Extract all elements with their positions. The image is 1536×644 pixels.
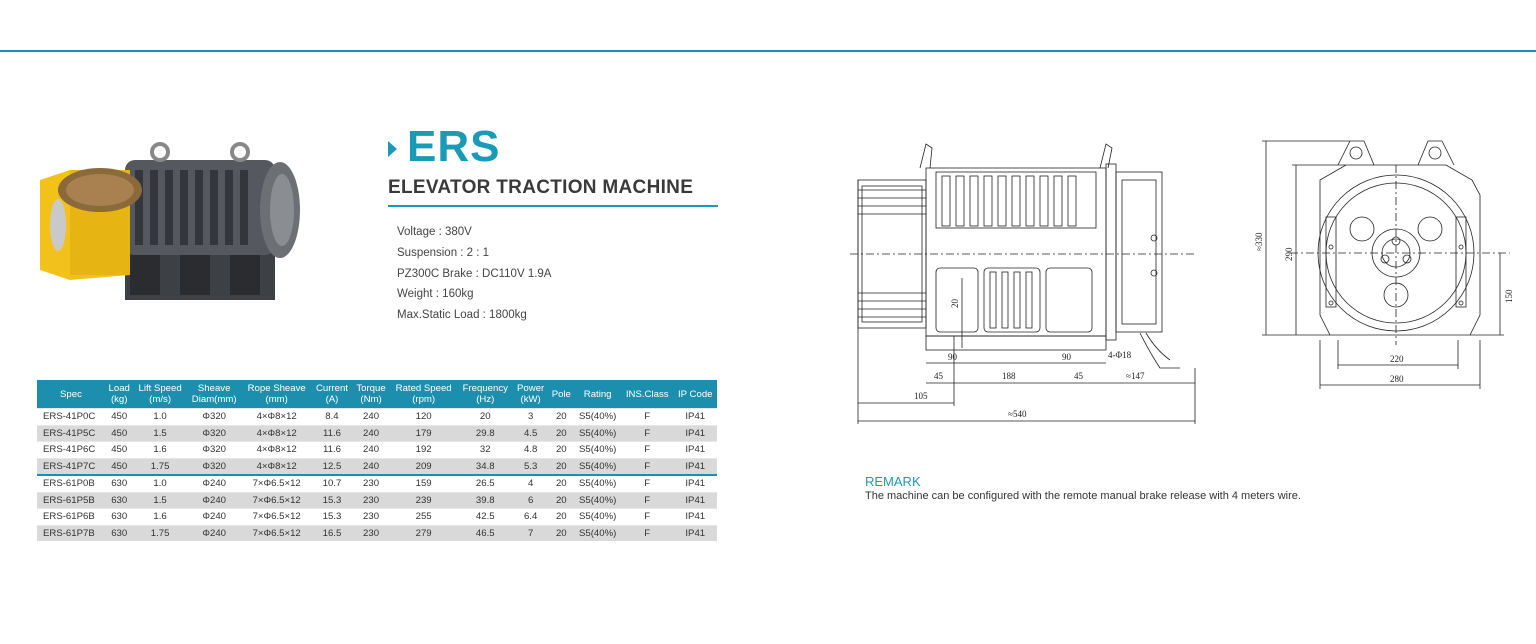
- column-header-unit: (Hz): [476, 394, 495, 405]
- table-cell: 20: [548, 475, 574, 492]
- model-cell: ERS-61P0B: [37, 475, 105, 492]
- table-cell: 159: [390, 475, 458, 492]
- spec-list: [397, 222, 551, 326]
- table-cell: Φ320: [187, 425, 242, 442]
- model-cell: ERS-61P6B: [37, 509, 105, 526]
- table-cell: 1.75: [133, 458, 186, 475]
- table-cell: 1.6: [133, 442, 186, 459]
- column-header: [105, 380, 134, 409]
- table-row: [37, 509, 717, 526]
- table-cell: 120: [390, 409, 458, 426]
- column-header-label: Sheave: [197, 383, 231, 394]
- table-cell: 39.8: [457, 492, 513, 509]
- table-cell: IP41: [674, 425, 717, 442]
- column-header: [390, 380, 458, 409]
- table-cell: S5(40%): [574, 425, 621, 442]
- model-cell: ERS-61P5B: [37, 492, 105, 509]
- column-header: [548, 380, 574, 409]
- remark-text: The machine can be configured with the remote manual brake release with 4 meters wire.: [865, 490, 1301, 502]
- table-cell: S5(40%): [574, 409, 621, 426]
- table-cell: 6: [513, 492, 548, 509]
- table-row: [37, 425, 717, 442]
- table-cell: 279: [390, 525, 458, 541]
- column-header: [352, 380, 390, 409]
- table-row: [37, 475, 717, 492]
- table-cell: 32: [457, 442, 513, 459]
- table-cell: 209: [390, 458, 458, 475]
- table-cell: S5(40%): [574, 492, 621, 509]
- table-cell: 4×Φ8×12: [242, 458, 312, 475]
- column-header-label: Rating: [583, 388, 612, 400]
- column-header: [37, 380, 105, 409]
- table-cell: F: [621, 509, 674, 526]
- table-cell: IP41: [674, 509, 717, 526]
- dim-label: 20: [950, 299, 960, 308]
- table-cell: 240: [352, 425, 390, 442]
- dim-label: 4-Φ18: [1108, 350, 1132, 360]
- table-cell: 1.0: [133, 475, 186, 492]
- column-header: [574, 380, 621, 409]
- column-header: [457, 380, 513, 409]
- table-cell: 450: [105, 458, 134, 475]
- table-cell: 230: [352, 525, 390, 541]
- column-header-label: Rope Sheave: [247, 383, 306, 394]
- column-header: [242, 380, 312, 409]
- table-cell: 630: [105, 475, 134, 492]
- column-header-unit: (kW): [520, 394, 541, 405]
- table-cell: 29.8: [457, 425, 513, 442]
- column-header-label: INS.Class: [625, 388, 669, 400]
- spec-item: PZ300C Brake : DC110V 1.9A: [397, 267, 552, 280]
- product-header: [388, 122, 718, 207]
- column-header-label: Load: [108, 383, 130, 394]
- table-cell: Φ240: [187, 525, 242, 541]
- table-cell: 1.5: [133, 492, 186, 509]
- dim-label: 90: [948, 352, 957, 362]
- table-cell: Φ320: [187, 458, 242, 475]
- table-cell: S5(40%): [574, 525, 621, 541]
- table-cell: 4×Φ8×12: [242, 425, 312, 442]
- table-cell: 34.8: [457, 458, 513, 475]
- subtitle-divider: [388, 205, 718, 207]
- column-header: [312, 380, 353, 409]
- table-cell: Φ240: [187, 492, 242, 509]
- table-cell: 12.5: [312, 458, 353, 475]
- table-cell: S5(40%): [574, 458, 621, 475]
- table-cell: F: [621, 475, 674, 492]
- table-cell: F: [621, 525, 674, 541]
- table-cell: 3: [513, 409, 548, 426]
- table-cell: 20: [548, 458, 574, 475]
- table-cell: 42.5: [457, 509, 513, 526]
- column-header: [133, 380, 186, 409]
- dim-label: 280: [1390, 374, 1404, 384]
- title-arrow-icon: [388, 141, 397, 157]
- table-cell: 15.3: [312, 509, 353, 526]
- model-cell: ERS-41P0C: [37, 409, 105, 426]
- column-header-label: Rated Speed: [395, 383, 452, 394]
- table-cell: 179: [390, 425, 458, 442]
- table-cell: Φ320: [187, 409, 242, 426]
- spec-item: Suspension : 2 : 1: [397, 246, 490, 259]
- column-header: [621, 380, 674, 409]
- product-subtitle: ELEVATOR TRACTION MACHINE: [388, 177, 694, 198]
- table-row: [37, 492, 717, 509]
- dim-label: 220: [1390, 354, 1404, 364]
- column-header-unit: (Nm): [360, 394, 382, 405]
- table-cell: 1.75: [133, 525, 186, 541]
- dim-label: 290: [1284, 247, 1294, 261]
- table-cell: 450: [105, 442, 134, 459]
- table-cell: 240: [352, 458, 390, 475]
- column-header-label: Current: [315, 383, 348, 394]
- table-cell: 8.4: [312, 409, 353, 426]
- table-cell: Φ240: [187, 509, 242, 526]
- table-cell: 4×Φ8×12: [242, 442, 312, 459]
- column-header-unit: (m/s): [149, 394, 172, 405]
- table-cell: 255: [390, 509, 458, 526]
- table-cell: 7×Φ6.5×12: [242, 492, 312, 509]
- column-header-unit: Diam(mm): [191, 394, 237, 405]
- spec-item: Weight : 160kg: [397, 288, 474, 301]
- remark-title: REMARK: [865, 474, 921, 489]
- table-cell: 7: [513, 525, 548, 541]
- dim-label: 90: [1062, 352, 1071, 362]
- column-header-unit: (mm): [265, 394, 288, 405]
- spec-table: [37, 380, 717, 541]
- table-cell: 20: [457, 409, 513, 426]
- table-cell: 10.7: [312, 475, 353, 492]
- table-cell: 230: [352, 492, 390, 509]
- table-cell: 450: [105, 425, 134, 442]
- table-row: [37, 409, 717, 426]
- table-cell: 4×Φ8×12: [242, 409, 312, 426]
- table-row: [37, 442, 717, 459]
- table-cell: IP41: [674, 442, 717, 459]
- model-cell: ERS-41P7C: [37, 458, 105, 475]
- table-cell: 11.6: [312, 425, 353, 442]
- table-cell: S5(40%): [574, 442, 621, 459]
- table-cell: S5(40%): [574, 509, 621, 526]
- table-cell: 4.8: [513, 442, 548, 459]
- table-cell: 26.5: [457, 475, 513, 492]
- table-cell: S5(40%): [574, 475, 621, 492]
- table-cell: IP41: [674, 458, 717, 475]
- dim-label: 188: [1002, 371, 1016, 381]
- table-cell: 46.5: [457, 525, 513, 541]
- table-cell: 7×Φ6.5×12: [242, 509, 312, 526]
- model-cell: ERS-41P5C: [37, 425, 105, 442]
- table-cell: 192: [390, 442, 458, 459]
- spec-item: Max.Static Load : 1800kg: [397, 309, 527, 322]
- table-cell: 20: [548, 509, 574, 526]
- table-cell: 16.5: [312, 525, 353, 541]
- table-cell: 1.0: [133, 409, 186, 426]
- dim-label: ≈147: [1126, 371, 1145, 381]
- table-cell: 1.6: [133, 509, 186, 526]
- table-cell: F: [621, 458, 674, 475]
- column-header-unit: (A): [325, 394, 339, 405]
- table-cell: 240: [352, 442, 390, 459]
- table-cell: 7×Φ6.5×12: [242, 475, 312, 492]
- column-header-label: Torque: [356, 383, 386, 394]
- table-cell: 1.5: [133, 425, 186, 442]
- table-cell: 630: [105, 492, 134, 509]
- table-cell: Φ240: [187, 475, 242, 492]
- table-cell: 630: [105, 525, 134, 541]
- table-cell: 6.4: [513, 509, 548, 526]
- table-cell: 7×Φ6.5×12: [242, 525, 312, 541]
- table-cell: 240: [352, 409, 390, 426]
- traction-machine-photo: [30, 130, 300, 310]
- table-cell: 239: [390, 492, 458, 509]
- table-cell: 20: [548, 442, 574, 459]
- dim-label: 45: [934, 371, 943, 381]
- product-title: ERS: [407, 122, 501, 171]
- table-row: [37, 525, 717, 541]
- table-cell: F: [621, 442, 674, 459]
- table-cell: 20: [548, 525, 574, 541]
- table-cell: IP41: [674, 409, 717, 426]
- table-cell: 450: [105, 409, 134, 426]
- dim-label: 105: [914, 391, 928, 401]
- table-cell: IP41: [674, 525, 717, 541]
- remark-section: [865, 474, 1301, 502]
- table-cell: 230: [352, 509, 390, 526]
- dim-label: ≈540: [1008, 409, 1027, 419]
- spec-item: Voltage : 380V: [397, 226, 472, 238]
- dim-label: 150: [1504, 289, 1514, 303]
- table-cell: F: [621, 492, 674, 509]
- column-header-label: Lift Speed: [138, 383, 182, 394]
- column-header-unit: (rpm): [412, 394, 436, 405]
- table-cell: 4: [513, 475, 548, 492]
- dim-label: 45: [1074, 371, 1083, 381]
- dim-label: ≈330: [1254, 232, 1264, 251]
- table-row: [37, 458, 717, 475]
- column-header-label: Pole: [551, 388, 571, 400]
- column-header-label: Frequency: [462, 383, 508, 394]
- column-header-label: Power: [517, 383, 545, 394]
- model-cell: ERS-41P6C: [37, 442, 105, 459]
- table-cell: 20: [548, 492, 574, 509]
- column-header-label: IP Code: [678, 388, 713, 400]
- column-header-label: Spec: [60, 388, 82, 400]
- table-cell: IP41: [674, 475, 717, 492]
- column-header: [513, 380, 548, 409]
- column-header-unit: (kg): [110, 394, 128, 405]
- table-cell: IP41: [674, 492, 717, 509]
- column-header: [187, 380, 242, 409]
- table-cell: 4.5: [513, 425, 548, 442]
- table-cell: 20: [548, 425, 574, 442]
- front-view-drawing: [1250, 135, 1530, 395]
- table-cell: 630: [105, 509, 134, 526]
- table-header-row: [37, 380, 717, 409]
- table-cell: 230: [352, 475, 390, 492]
- side-view-drawing: [850, 128, 1200, 438]
- column-header: [674, 380, 717, 409]
- top-divider: [0, 50, 1536, 52]
- table-cell: F: [621, 425, 674, 442]
- table-cell: F: [621, 409, 674, 426]
- table-cell: 11.6: [312, 442, 353, 459]
- table-cell: 15.3: [312, 492, 353, 509]
- model-cell: ERS-61P7B: [37, 525, 105, 541]
- table-cell: 20: [548, 409, 574, 426]
- table-cell: 5.3: [513, 458, 548, 475]
- table-cell: Φ320: [187, 442, 242, 459]
